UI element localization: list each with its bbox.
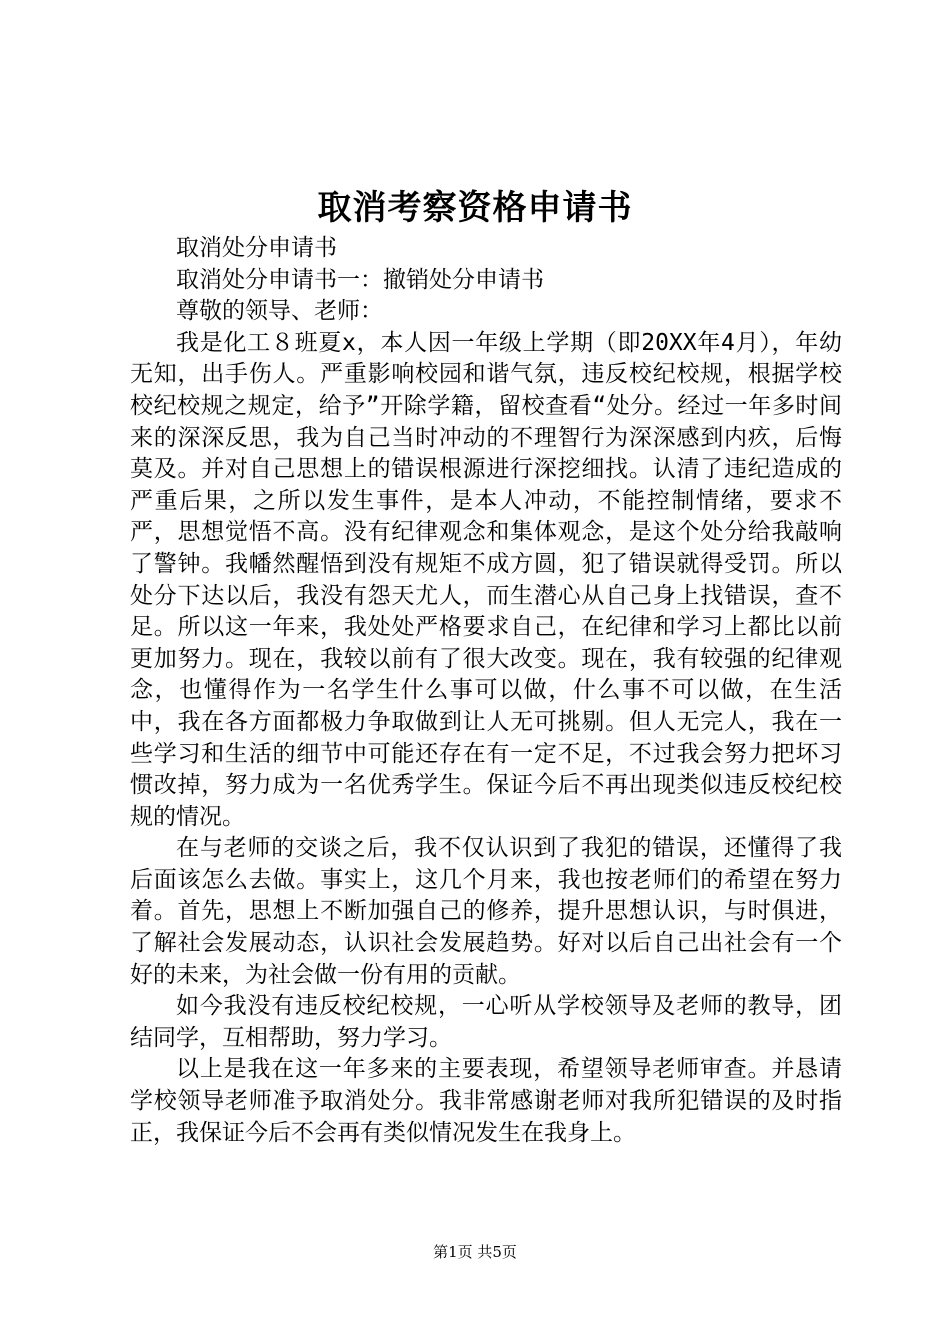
paragraph-body-3: 如今我没有违反校纪校规，一心听从学校领导及老师的教导，团结同学，互相帮助，努力学习。 [130,993,842,1051]
paragraph-body-2: 在与老师的交谈之后，我不仅认识到了我犯的错误，还懂得了我后面该怎么去做。事实上，这几个月来，我也按老师们的希望在努力着。首先，思想上不断加强自己的修养，提升思想认识，与时俱进，了解社会发展动态，认识社会发展趋势。好对以后自己出社会有一个好的未来，为社会做一份有用的贡献。 [130,835,842,988]
page-footer: 第1页 共5页 [433,1243,517,1261]
paragraph-salutation: 尊敬的领导、老师： [176,298,383,325]
paragraph-body-4: 以上是我在这一年多来的主要表现，希望领导老师审查。并恳请学校领导老师准予取消处分。我非常感谢老师对我所犯错误的及时指正，我保证今后不会再有类似情况发生在我身上。 [130,1056,842,1146]
document-title: 取消考察资格申请书 [317,188,633,228]
paragraph-heading: 取消处分申请书 [176,235,337,261]
paragraph-body-1: 我是化工８班夏x，本人因一年级上学期（即20XX年4月），年幼无知，出手伤人。严重影响校园和谐气氛，违反校纪校规，根据学校校纪校规之规定，给予”开除学籍，留校查看“处分。经过一年多时间来的深深反思，我为自己当时冲动的不理智行为深深感到内疚，后悔莫及。并对自己思想上的错误根源进行深挖细找。认清了违纪造成的严重后果，之所以发生事件，是本人冲动，不能控制情绪，要求不严，思想觉悟不高。没有纪律观念和集体观念，是这个处分给我敲响了警钟。我幡然醒悟到没有规矩不成方圆，犯了错误就得受罚。所以处分下达以后，我没有怨天尤人，而生潜心从自己身上找错误，查不足。所以这一年来，我处处严格要求自己，在纪律和学习上都比以前更加努力。现在，我较以前有了很大改变。现在，我有较强的纪律观念，也懂得作为一名学生什么事可以做，什么事不可以做，在生活中，我在各方面都极力争取做到让人无可挑剔。但人无完人，我在一些学习和生活的细节中可能还存在有一定不足，不过我会努力把坏习惯改掉，努力成为一名优秀学生。保证今后不再出现类似违反校纪校规的情况。 [130,329,842,830]
paragraph-subheading: 取消处分申请书一：撤销处分申请书 [176,266,544,293]
document-body [130,233,842,1149]
